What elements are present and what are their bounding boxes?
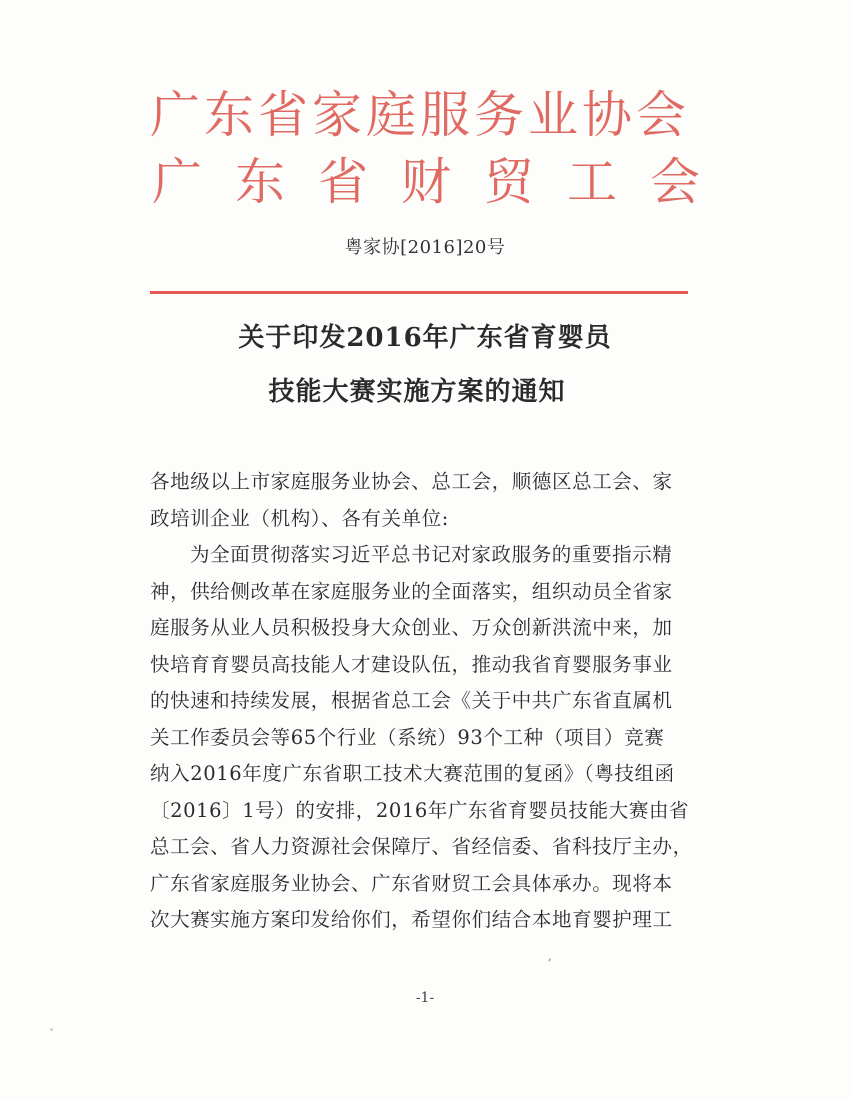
title-line-2: 技能大赛实施方案的通知 xyxy=(268,377,566,407)
body-line: 总工会、省人力资源社会保障厅、省经信委、省科技厅主办， xyxy=(150,835,693,858)
body-line: 的快速和持续发展，根据省总工会《关于中共广东省直属机 xyxy=(150,689,673,712)
body-line: 为全面贯彻落实习近平总书记对家政服务的重要指示精 xyxy=(190,543,673,566)
body-line: 广东省家庭服务业协会、广东省财贸工会具体承办。现将本 xyxy=(150,871,673,895)
letterhead-line-1: 广东省家庭服务业协会 xyxy=(150,86,690,144)
body-line: 政培训企业（机构）、各有关单位: xyxy=(150,506,449,530)
body-line: 神，供给侧改革在家庭服务业的全面落实，组织动员全省家 xyxy=(150,579,673,603)
body-line: 快培育育婴员高技能人才建设队伍，推动我省育婴服务事业 xyxy=(150,652,673,676)
body-line: 关工作委员会等65个行业（系统）93个工种（项目）竞赛 xyxy=(150,725,665,749)
body-line: 次大赛实施方案印发给你们，希望你们结合本地育婴护理工 xyxy=(150,908,673,931)
body-line: 〔2016〕1号）的安排，2016年广东省育婴员技能大赛由省 xyxy=(150,798,690,822)
title-line-1: 关于印发2016年广东省育婴员 xyxy=(238,323,612,353)
body-line: 各地级以上市家庭服务业协会、总工会，顺德区总工会、家 xyxy=(150,470,673,493)
page-number: -1- xyxy=(415,990,435,1006)
letterhead-line-2: 广东省财贸工会 xyxy=(152,153,733,211)
red-divider-rule xyxy=(150,291,688,294)
scan-artifact-mark: , xyxy=(548,949,552,963)
scan-speck xyxy=(50,1028,53,1031)
body-line: 庭服务从业人员积极投身大众创业、万众创新洪流中来，加 xyxy=(150,616,673,639)
body-text xyxy=(150,464,695,939)
body-line: 纳入2016年度广东省职工技术大赛范围的复函》（粤技组函 xyxy=(150,762,675,785)
document-number: 粤家协[2016]20号 xyxy=(344,237,506,258)
